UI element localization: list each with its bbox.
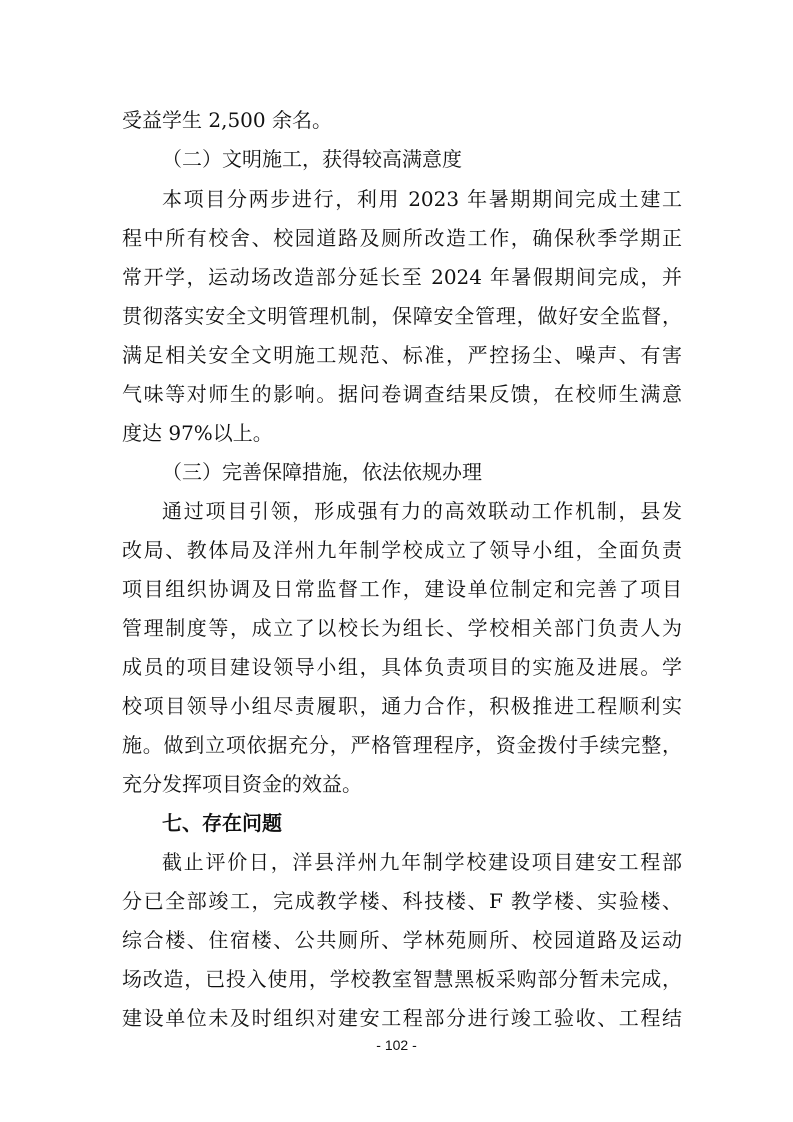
paragraph-line: 综合楼、住宿楼、公共厕所、学林苑厕所、校园道路及运动 — [122, 928, 682, 952]
paragraph-line: 程中所有校舍、校园道路及厕所改造工作，确保秋季学期正 — [122, 226, 682, 250]
paragraph-line: 满足相关安全文明施工规范、标准，严控扬尘、噪声、有害 — [122, 343, 682, 367]
paragraph-line: 常开学，运动场改造部分延长至 2024 年暑假期间完成，并 — [122, 265, 682, 289]
paragraph-line: 建设单位未及时组织对建安工程部分进行竣工验收、工程结 — [122, 1006, 682, 1030]
paragraph-line: 本项目分两步进行，利用 2023 年暑期期间完成土建工 — [162, 187, 682, 211]
paragraph-line: 充分发挥项目资金的效益。 — [122, 772, 362, 796]
paragraph-line: 贯彻落实安全文明管理机制，保障安全管理，做好安全监督， — [122, 304, 682, 328]
paragraph-line: 受益学生 2,500 余名。 — [122, 108, 332, 132]
paragraph-line: 气味等对师生的影响。据问卷调查结果反馈，在校师生满意 — [122, 382, 682, 406]
section-heading: 七、存在问题 — [162, 811, 282, 835]
paragraph-line: 改局、教体局及洋州九年制学校成立了领导小组，全面负责 — [122, 538, 682, 562]
paragraph-line: 度达 97%以上。 — [122, 421, 273, 445]
paragraph-line: 施。做到立项依据充分，严格管理程序，资金拨付手续完整， — [122, 733, 682, 757]
section-subheading: （二）文明施工，获得较高满意度 — [162, 147, 462, 171]
paragraph-line: 通过项目引领，形成强有力的高效联动工作机制，县发 — [162, 499, 682, 523]
paragraph-line: 校项目领导小组尽责履职，通力合作，积极推进工程顺利实 — [122, 694, 682, 718]
paragraph-line: 项目组织协调及日常监督工作，建设单位制定和完善了项目 — [122, 577, 682, 601]
paragraph-line: 截止评价日，洋县洋州九年制学校建设项目建安工程部 — [162, 850, 682, 874]
paragraph-line: 分已全部竣工，完成教学楼、科技楼、F 教学楼、实验楼、 — [122, 889, 682, 913]
paragraph-line: 场改造，已投入使用，学校教室智慧黑板采购部分暂未完成， — [122, 967, 682, 991]
paragraph-line: 成员的项目建设领导小组，具体负责项目的实施及进展。学 — [122, 655, 682, 679]
paragraph-line: 管理制度等，成立了以校长为组长、学校相关部门负责人为 — [122, 616, 682, 640]
section-subheading: （三）完善保障措施，依法依规办理 — [162, 460, 482, 484]
page-number: - 102 - — [376, 1037, 417, 1053]
